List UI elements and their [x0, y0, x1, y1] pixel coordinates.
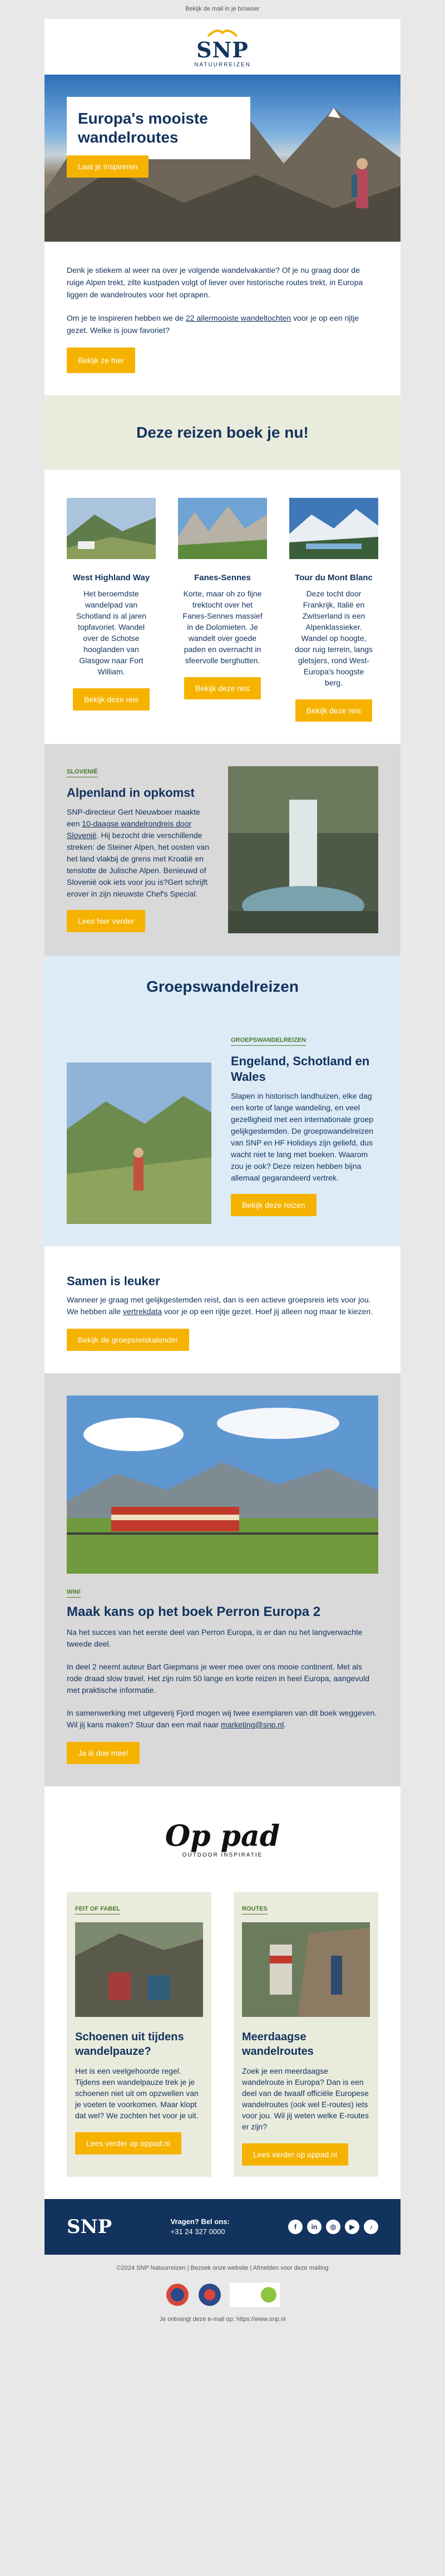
participate-button[interactable]: Ja ik doe mee!: [67, 1742, 140, 1764]
intro-text: Om je te inspireren hebben we de: [67, 314, 186, 322]
logo-text: SNP: [196, 37, 249, 62]
hikers-image: [67, 1062, 211, 1224]
below-footer: [44, 2255, 400, 2328]
giveaway-title: Maak kans op het boek Perron Europa 2: [67, 1604, 321, 1619]
train-image: [67, 1395, 378, 1574]
hero-banner: [44, 75, 400, 242]
trail-marker-image: [242, 1922, 370, 2017]
article-cards: [44, 1892, 400, 2199]
footer: [44, 2199, 400, 2255]
giveaway-paragraph-1: Na het succes van het eerste deel van Perron Europa, is er dan nu het langverwachte tweede deel.: [67, 1628, 363, 1648]
group-travel-section: [44, 956, 400, 1246]
together-paragraph: [67, 1294, 378, 1318]
group-travel-heading: Engeland, Schotland en Wales: [231, 1054, 370, 1084]
giveaway-text-end: .: [284, 1720, 286, 1729]
article-text: Het is een veelgehoorde regel. Tijdens een wandelpauze trek je je schoenen niet uit om opzwellen van je voeten te voorkomen. Maar klopt dat wel? We zochten het voor je uit.: [75, 2066, 199, 2120]
slovenia-title: Alpenland in opkomst: [67, 786, 195, 800]
linkedin-icon[interactable]: in: [307, 2220, 322, 2234]
view-trips-button[interactable]: Bekijk deze reizen: [231, 1194, 317, 1216]
header: [44, 19, 400, 75]
group-travel-row: [67, 1035, 378, 1224]
top22-link[interactable]: 22 allermooiste wandeltochten: [186, 314, 291, 322]
intro-paragraph-1: Denk je stiekem al weer na over je volgende wandelvakantie? Of je nu graag door de ruige Alpen trekt, zilte kustpaden volgt of liever over historische routes trekt, in Europa liggen de wandelroutes voor het oprapen.: [67, 266, 363, 299]
intro-paragraph-2: [67, 312, 378, 336]
group-travel-paragraph: Slapen in historisch landhuizen, elke dag een korte of lange wandeling, en veel gezelligheid met een internationale groep gelijkgestemden. De groepswandelreizen van SNP en HF Holidays zijn geliefd, dus wacht niet te lang met boeken. Waarom zou je ook? Deze reizen hebben bijna allemaal gegarandeerd vertrek.: [231, 1091, 374, 1182]
copyright-text: ©2024 SNP Natuurreizen | Bezoek onze website | Afmelden voor deze mailing: [116, 2265, 329, 2271]
trip-text: Het beroemdste wandelpad van Schotland is al jaren topfavoriet. Wandel over de Schotse hooglanden van Glasgow naar Fort William.: [76, 589, 147, 676]
trip-button[interactable]: Bekijk deze reis: [73, 688, 150, 711]
trip-card-west-highland: [67, 498, 156, 722]
hero-title-box: [67, 97, 250, 159]
instagram-icon[interactable]: ◎: [326, 2220, 340, 2234]
footer-logo[interactable]: SNP: [67, 2216, 112, 2238]
tiktok-icon[interactable]: ♪: [364, 2220, 378, 2234]
book-now-banner: [44, 395, 400, 470]
trip-card-mont-blanc: [289, 498, 378, 722]
footer-contact: [171, 2217, 230, 2237]
slovenia-paragraph: [67, 806, 214, 900]
trip-title: West Highland Way: [72, 573, 150, 582]
book-now-title: Deze reizen boek je nu!: [136, 424, 309, 441]
waterfall-image: [228, 766, 378, 933]
trip-title: Tour du Mont Blanc: [295, 573, 373, 582]
group-travel-title: Groepswandelreizen: [146, 978, 299, 995]
slovenia-trip-link[interactable]: 10-daagse wandelrondreis door Slovenië: [67, 819, 192, 840]
social-links: [288, 2220, 378, 2234]
trip-title: Fanes-Sennes: [194, 573, 251, 582]
article-title: Meerdaagse wandelroutes: [242, 2031, 314, 2058]
anvr-badge-icon: [165, 2283, 190, 2307]
facebook-icon[interactable]: f: [288, 2220, 303, 2234]
article-card-routes: [234, 1892, 378, 2177]
intro-text-end: voor je op een rijtje gezet. Welke is jouw favoriet?: [67, 314, 359, 335]
phone-number[interactable]: +31 24 327 0000: [170, 2227, 225, 2236]
together-section: [44, 1246, 400, 1373]
article-read-more-button[interactable]: Lees verder op oppad.nl: [242, 2143, 348, 2166]
youtube-icon[interactable]: ▶: [345, 2220, 359, 2234]
break-image: [75, 1922, 203, 2017]
section-label: FEIT OF FABEL: [75, 1906, 120, 1914]
article-card-shoes: [67, 1892, 211, 2177]
slovenia-text: [67, 766, 214, 933]
trip-text: Korte, maar oh zo fijne trektocht over het Fanes-Sennes massief in de Dolomieten. Je wandelt over goede paden en overnacht in sfeervolle berghutten.: [182, 589, 263, 665]
together-title: Samen is leuker: [67, 1274, 160, 1288]
logo-subtitle: NATUURREIZEN: [194, 61, 251, 68]
book-giveaway-section: [44, 1373, 400, 1786]
article-text: Zoek je een meerdaagse wandelroute in Europa? Dan is een deel van de twaalf officiële Europese wandelroutes (ook wel E-routes) iets voor jou. Wil jij weten welke E-routes er zijn?: [242, 2066, 369, 2131]
section-label: GROEPSWANDELREIZEN: [231, 1037, 306, 1046]
group-calendar-button[interactable]: Bekijk de groepsreiskalender: [67, 1329, 189, 1351]
dolomites-image: [178, 498, 267, 559]
sgr-badge-icon: [197, 2283, 222, 2307]
section-label: WIN!: [67, 1589, 81, 1598]
snp-logo[interactable]: [194, 26, 251, 68]
trip-text: Deze tocht door Frankrijk, Italië en Zwitserland is een Alpenklassieker. Wandel op hoogte, door ruig terrein, langs gletsjers, rond West-Europa's hoogste berg.: [294, 589, 373, 687]
giveaway-paragraph-3: [67, 1707, 378, 1731]
trip-button[interactable]: Bekijk deze reis: [295, 699, 372, 722]
trip-button[interactable]: Bekijk deze reis: [184, 677, 261, 699]
intro-section: [44, 242, 400, 395]
mont-blanc-image: [289, 498, 378, 559]
view-in-browser-link[interactable]: Bekijk de mail in je browser: [185, 6, 260, 12]
article-title: Schoenen uit tijdens wandelpauze?: [75, 2031, 184, 2058]
article-read-more-button[interactable]: Lees verder op oppad.nl: [75, 2132, 181, 2154]
together-text-end: voor je op een rijtje gezet. Hoef jij alleen nog maar te kiezen.: [161, 1307, 373, 1316]
op-pad-logo[interactable]: [165, 1821, 280, 1858]
call-title: Vragen? Bel ons:: [170, 2217, 230, 2226]
giveaway-text-start: In samenwerking met uitgeverij Fjord mogen wij twee exemplaren van dit boek weggeven. Wil jij kans maken? Stuur dan een mail naar: [67, 1708, 377, 1729]
slovenia-text-end: . Hij bezocht drie verschillende streken: de Steiner Alpen, het oosten van het land vlakbij de grens met Kroatië en tenslotte de Julische Alpen. Benieuwd of Slovenië ook iets voor jou is?Gert schrijft erover in zijn nieuwste Chef's Special.: [67, 831, 210, 898]
marketing-email-link[interactable]: marketing@snp.nl: [221, 1720, 284, 1729]
travelife-badge-icon: [230, 2283, 280, 2307]
slovenia-text-start: SNP-directeur Gert Nieuwboer maakte een: [67, 807, 200, 828]
op-pad-logo-text: Op pad: [165, 1819, 280, 1853]
departures-link[interactable]: vertrekdata: [122, 1307, 162, 1316]
browser-link-bar: [0, 0, 445, 19]
view-routes-button[interactable]: Bekijk ze hier: [67, 347, 135, 373]
hero-title: Europa's mooiste wandelroutes: [78, 110, 208, 146]
section-label: ROUTES: [242, 1906, 268, 1914]
section-label: SLOVENIË: [67, 768, 98, 777]
group-travel-text: [231, 1035, 378, 1224]
op-pad-subtitle: OUTDOOR INSPIRATIE: [182, 1852, 263, 1858]
trip-card-fanes-sennes: [178, 498, 267, 722]
trip-cards: [44, 470, 400, 744]
together-text-start: Wanneer je graag met gelijkgestemden reist, dan is een actieve groepsreis iets voor jou. We hebben alle: [67, 1295, 371, 1316]
certification-badges: [44, 2283, 400, 2316]
highland-image: [67, 498, 156, 559]
op-pad-header: [44, 1786, 400, 1892]
email-body: [44, 19, 400, 2255]
slovenia-section: [44, 744, 400, 956]
hero-inspire-button[interactable]: Laat je inspireren: [67, 155, 149, 178]
recipient-notice: Je ontvangt deze e-mail op: https://www.snp.nl: [159, 2316, 286, 2323]
read-more-button[interactable]: Lees hier verder: [67, 910, 145, 932]
giveaway-paragraph-2: In deel 2 neemt auteur Bart Giepmans je weer mee over ons mooie continent. Met als rode draad slow travel. Het zijn ruim 50 lange en korte reizen in heel Europa, aangevuld met praktische informatie.: [67, 1662, 369, 1695]
